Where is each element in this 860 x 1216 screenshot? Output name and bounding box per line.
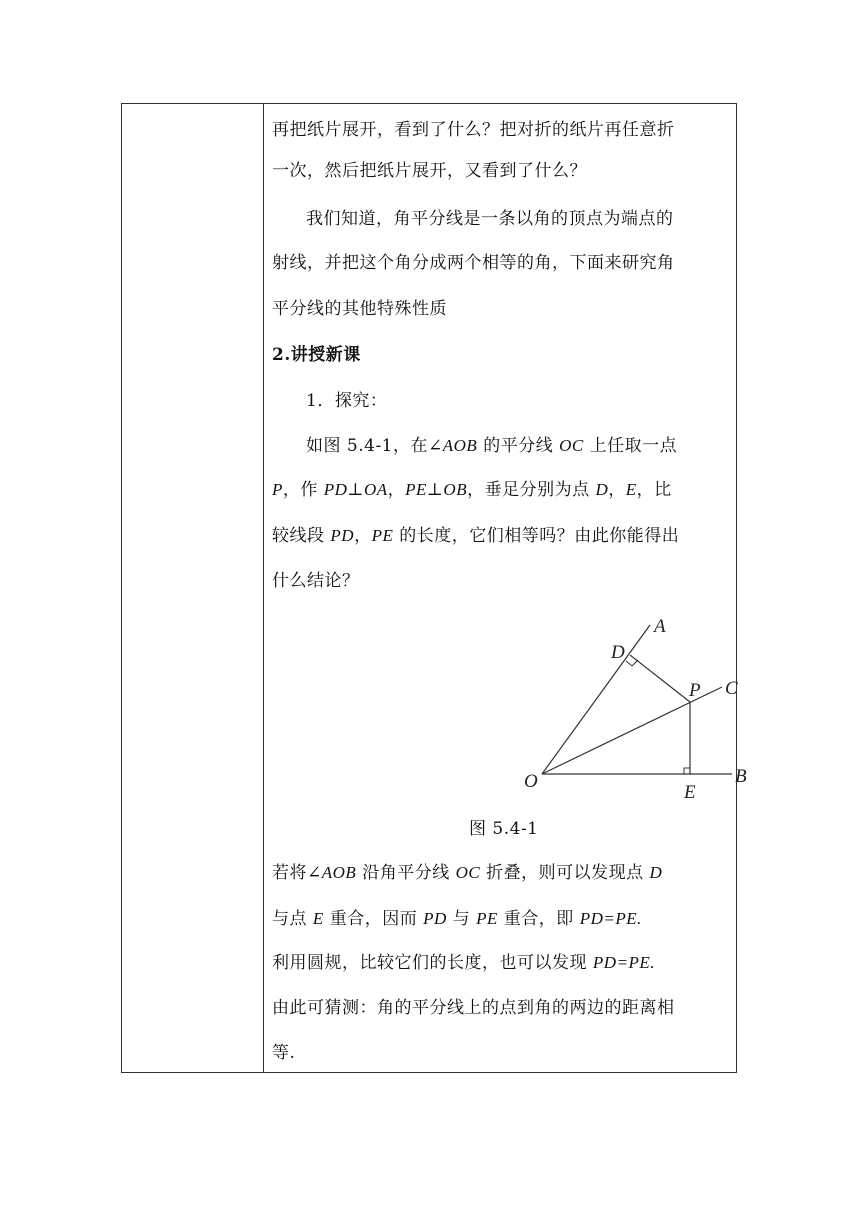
problem-line-1: 如图 5.4-1，在∠AOB 的平分线 OC 上任取一点 (306, 436, 678, 456)
text-line-3: 我们知道，角平分线是一条以角的顶点为端点的 (306, 209, 674, 229)
text-line-2: 一次，然后把纸片展开，又看到了什么？ (272, 161, 587, 181)
label-o: O (524, 771, 538, 792)
label-p: P (689, 680, 701, 701)
label-c: C (725, 678, 738, 699)
conclusion-line-3: 利用圆规，比较它们的长度，也可以发现 PD=PE. (272, 953, 656, 973)
text-line-1: 再把纸片展开，看到了什么？把对折的纸片再任意折 (272, 120, 675, 140)
angle-bisector-figure (512, 612, 762, 807)
conclusion-line-1: 若将∠AOB 沿角平分线 OC 折叠，则可以发现点 D (272, 863, 663, 883)
label-a: A (654, 616, 666, 637)
explore-label: 1．探究： (306, 391, 388, 411)
ray-oa (542, 625, 650, 774)
lesson-table (121, 103, 747, 1073)
problem-line-4: 什么结论？ (272, 571, 360, 591)
segment-pd (630, 655, 690, 702)
section-title: 2.讲授新课 (272, 345, 361, 365)
table-left-column (122, 104, 264, 1072)
label-d: D (611, 642, 625, 663)
label-e: E (684, 782, 696, 803)
right-angle-mark-d (626, 660, 638, 666)
text-line-4: 射线，并把这个角分成两个相等的角，下面来研究角 (272, 253, 675, 273)
label-b: B (735, 766, 747, 787)
figure-caption: 图 5.4-1 (469, 819, 539, 839)
problem-line-2: P，作 PD⊥OA，PE⊥OB，垂足分别为点 D，E，比 (272, 480, 672, 500)
problem-line-3: 较线段 PD，PE 的长度，它们相等吗？由此你能得出 (272, 526, 680, 546)
right-angle-mark-e (684, 768, 690, 774)
conclusion-line-2: 与点 E 重合，因而 PD 与 PE 重合，即 PD=PE. (272, 909, 642, 929)
conclusion-line-5: 等. (272, 1043, 296, 1063)
text-line-5: 平分线的其他特殊性质 (272, 299, 447, 319)
table-right-column (264, 104, 747, 1072)
conclusion-line-4: 由此可猜测：角的平分线上的点到角的两边的距离相 (272, 998, 675, 1018)
